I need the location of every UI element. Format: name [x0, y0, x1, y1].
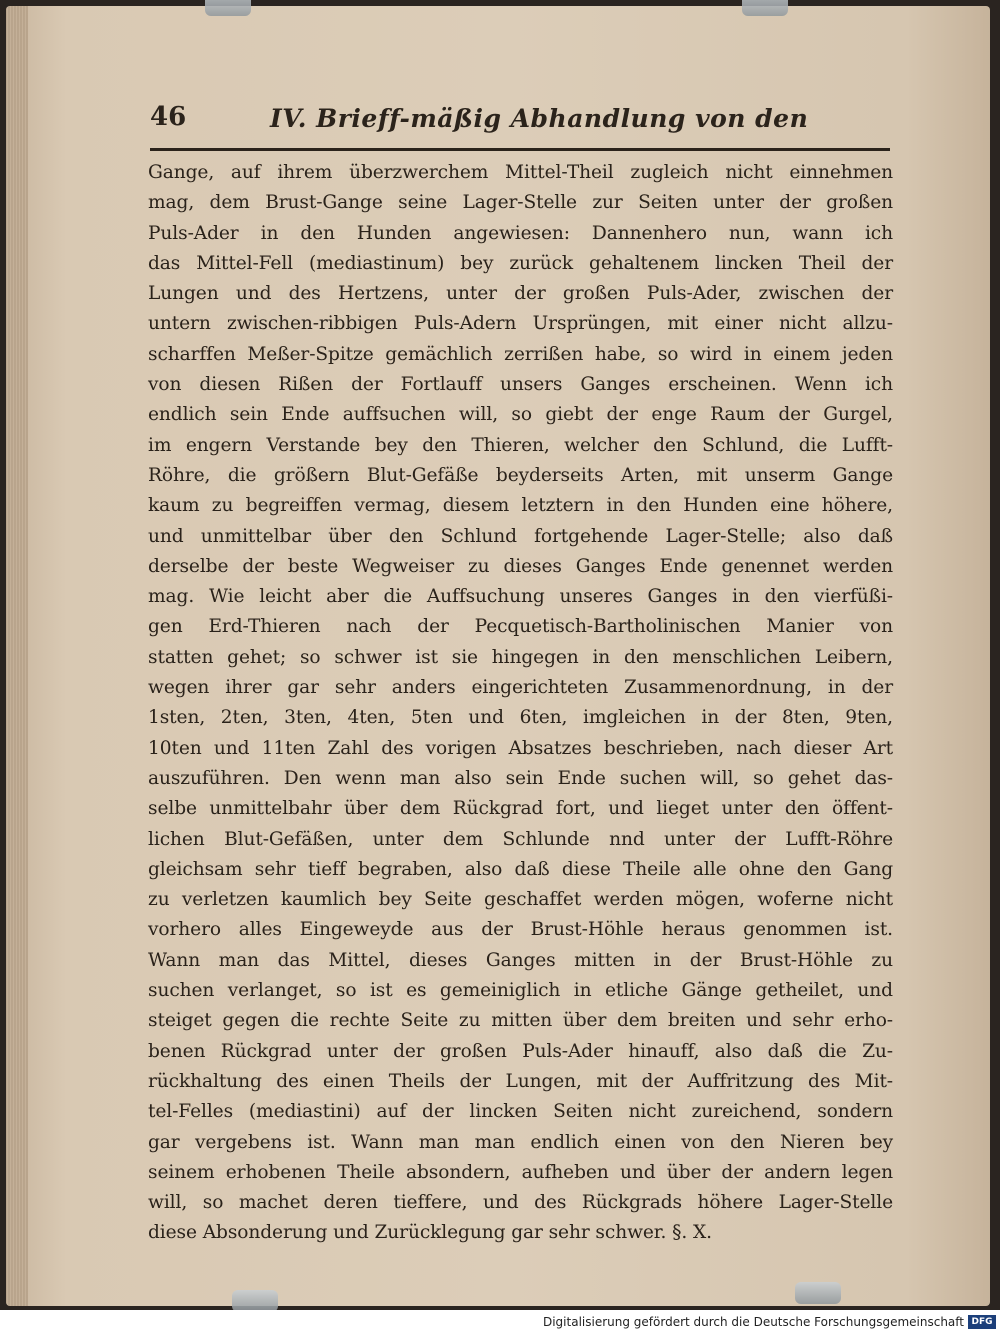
text-line: tel-Felles (mediastini) auf der lincken Seiten nicht zureichend, sondern	[148, 1101, 893, 1123]
text-line: 1sten, 2ten, 3ten, 4ten, 5ten und 6ten, imgleichen in der 8ten, 9ten,	[148, 707, 893, 729]
text-line: gar vergebens ist. Wann man man endlich einen von den Nieren bey	[148, 1131, 893, 1153]
text-line: seinem erhobenen Theile absondern, aufheben und über der andern legen	[148, 1161, 893, 1183]
text-line: und unmittelbar über den Schlund fortgehende Lager-Stelle; also daß	[148, 525, 893, 547]
text-line: Puls-Ader in den Hunden angewiesen: Dannenhero nun, wann ich	[148, 222, 893, 244]
text-line: Röhre, die größern Blut-Gefäße beyderseits Arten, mit unserm Gange	[148, 464, 893, 486]
page-clip-bottom-left	[232, 1290, 278, 1312]
text-line: steiget gegen die rechte Seite zu mitten über dem breiten und sehr erho-	[148, 1010, 893, 1032]
text-line: zu verletzen kaumlich bey Seite geschaffet werden mögen, woferne nicht	[148, 889, 893, 911]
text-line: kaum zu begreiffen vermag, diesem letztern in den Hunden eine höhere,	[148, 495, 893, 517]
text-line: lichen Blut-Gefäßen, unter dem Schlunde nnd unter der Lufft-Röhre	[148, 828, 893, 850]
text-line: mag, dem Brust-Gange seine Lager-Stelle zur Seiten unter der großen	[148, 192, 893, 214]
text-line: suchen verlanget, so ist es gemeiniglich in etliche Gänge getheilet, und	[148, 980, 893, 1002]
page-stack-edges	[6, 6, 28, 1306]
text-line: vorhero alles Eingeweyde aus der Brust-Höhle heraus genommen ist.	[148, 919, 893, 941]
text-line: endlich sein Ende auffsuchen will, so giebt der enge Raum der Gurgel,	[148, 404, 893, 426]
dfg-logo-icon: DFG	[968, 1315, 996, 1329]
text-line: derselbe der beste Wegweiser zu dieses Ganges Ende genennet werden	[148, 555, 893, 577]
text-line: gleichsam sehr tieff begraben, also daß diese Theile alle ohne den Gang	[148, 858, 893, 880]
text-line: wegen ihrer gar sehr anders eingerichteten Zusammenordnung, in der	[148, 677, 893, 699]
text-line: untern zwischen-ribbigen Puls-Adern Ursprüngen, mit einer nicht allzu-	[148, 313, 893, 335]
running-head: IV. Brieff-mäßig Abhandlung von den	[270, 104, 809, 133]
text-line: von diesen Rißen der Fortlauff unsers Ganges erscheinen. Wenn ich	[148, 374, 893, 396]
text-line: statten gehet; so schwer ist sie hingegen in den menschlichen Leibern,	[148, 646, 893, 668]
funding-notice: Digitalisierung gefördert durch die Deutsche Forschungsgemeinschaft	[542, 1315, 964, 1329]
body-text	[148, 158, 893, 1249]
header-rule	[150, 148, 890, 151]
text-line: Wann man das Mittel, dieses Ganges mitten in der Brust-Höhle zu	[148, 949, 893, 971]
page-clip-top-left	[205, 0, 251, 16]
page-clip-bottom-right	[795, 1282, 841, 1304]
page-header	[150, 100, 890, 144]
text-line: 10ten und 11ten Zahl des vorigen Absatzes beschrieben, nach dieser Art	[148, 737, 893, 759]
text-line: gen Erd-Thieren nach der Pecquetisch-Bartholinischen Manier von	[148, 616, 893, 638]
text-line: scharffen Meßer-Spitze gemächlich zerrißen habe, so wird in einem jeden	[148, 343, 893, 365]
text-line: selbe unmittelbahr über dem Rückgrad fort, und lieget unter den öffent-	[148, 798, 893, 820]
footer-bar	[0, 1310, 1000, 1335]
text-line: Lungen und des Hertzens, unter der großen Puls-Ader, zwischen der	[148, 283, 893, 305]
text-line: will, so machet deren tieffere, und des Rückgrads höhere Lager-Stelle	[148, 1192, 893, 1214]
text-line: mag. Wie leicht aber die Auffsuchung unseres Ganges in den vierfüßi-	[148, 586, 893, 608]
text-line: Gange, auf ihrem überzwerchem Mittel-Theil zugleich nicht einnehmen	[148, 162, 893, 183]
text-line: diese Absonderung und Zurücklegung gar sehr schwer. §. X.	[148, 1222, 712, 1244]
text-line: das Mittel-Fell (mediastinum) bey zurück gehaltenem lincken Theil der	[148, 252, 893, 274]
page-number: 46	[150, 102, 187, 132]
text-line: im engern Verstande bey den Thieren, welcher den Schlund, die Lufft-	[148, 434, 893, 456]
text-line: auszuführen. Den wenn man also sein Ende suchen will, so gehet das-	[148, 767, 893, 789]
text-line: rückhaltung des einen Theils der Lungen, mit der Auffritzung des Mit-	[148, 1070, 893, 1092]
page-clip-top-right	[742, 0, 788, 16]
text-line: benen Rückgrad unter der großen Puls-Ader hinauff, also daß die Zu-	[148, 1040, 893, 1062]
